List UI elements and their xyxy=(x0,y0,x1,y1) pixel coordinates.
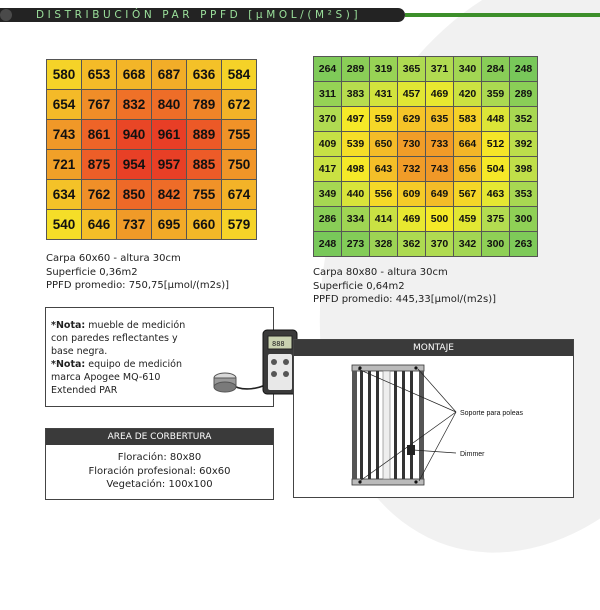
ppfd-cell: 556 xyxy=(370,182,398,207)
ppfd-cell: 609 xyxy=(398,182,426,207)
ppfd-cell: 284 xyxy=(482,57,510,82)
ppfd-cell: 359 xyxy=(482,82,510,107)
ppfd-cell: 448 xyxy=(482,107,510,132)
montaje-box xyxy=(293,339,574,498)
ppfd-cell: 743 xyxy=(47,120,82,150)
note-line-2: equipo de medición marca Apogee MQ-610 Extended PAR xyxy=(51,359,182,396)
ppfd-cell: 832 xyxy=(117,90,152,120)
ppfd-cell: 263 xyxy=(510,232,538,257)
header-bullet-icon xyxy=(0,9,12,21)
ppfd-cell: 664 xyxy=(454,132,482,157)
info-line: PPFD promedio: 445,33[µmol/(m2s)] xyxy=(313,294,497,305)
ppfd-cell: 567 xyxy=(454,182,482,207)
ppfd-cell: 264 xyxy=(314,57,342,82)
grid-row xyxy=(314,207,538,232)
ppfd-cell: 584 xyxy=(222,60,257,90)
ppfd-cell: 289 xyxy=(342,57,370,82)
ppfd-cell: 850 xyxy=(117,180,152,210)
grid-row xyxy=(47,120,257,150)
ppfd-cell: 300 xyxy=(482,232,510,257)
ppfd-cell: 540 xyxy=(47,210,82,240)
montaje-title: MONTAJE xyxy=(294,340,573,356)
header-bar xyxy=(0,8,405,22)
info-line: PPFD promedio: 750,75[µmol/(m2s)] xyxy=(46,280,230,291)
ppfd-cell: 431 xyxy=(370,82,398,107)
ppfd-cell: 362 xyxy=(398,232,426,257)
section-header xyxy=(0,8,600,22)
header-accent-line xyxy=(405,13,600,17)
ppfd-cell: 498 xyxy=(342,157,370,182)
grid-row xyxy=(314,157,538,182)
ppfd-cell: 370 xyxy=(426,232,454,257)
coverage-item: Vegetación: 100x100 xyxy=(106,479,213,490)
ppfd-cell: 737 xyxy=(117,210,152,240)
ppfd-cell: 889 xyxy=(187,120,222,150)
ppfd-cell: 420 xyxy=(454,82,482,107)
ppfd-cell: 353 xyxy=(510,182,538,207)
ppfd-cell: 539 xyxy=(342,132,370,157)
grid-row xyxy=(314,57,538,82)
ppfd-cell: 311 xyxy=(314,82,342,107)
grid-row xyxy=(47,60,257,90)
ppfd-cell: 721 xyxy=(47,150,82,180)
ppfd-cell: 583 xyxy=(454,107,482,132)
info-line: Carpa 80x80 - altura 30cm xyxy=(313,267,448,278)
ppfd-cell: 732 xyxy=(398,157,426,182)
ppfd-cell: 940 xyxy=(117,120,152,150)
grid-row xyxy=(47,210,257,240)
ppfd-cell: 755 xyxy=(222,120,257,150)
ppfd-cell: 375 xyxy=(482,207,510,232)
ppfd-cell: 650 xyxy=(370,132,398,157)
ppfd-cell: 328 xyxy=(370,232,398,257)
ppfd-grid-60x60 xyxy=(46,59,257,240)
ppfd-cell: 579 xyxy=(222,210,257,240)
label-dimmer: Dimmer xyxy=(460,451,485,458)
ppfd-grid-80x80 xyxy=(313,56,538,257)
grid-row xyxy=(314,132,538,157)
ppfd-cell: 635 xyxy=(426,107,454,132)
ppfd-cell: 417 xyxy=(314,157,342,182)
coverage-list xyxy=(46,451,273,492)
ppfd-cell: 646 xyxy=(82,210,117,240)
ppfd-cell: 512 xyxy=(482,132,510,157)
ppfd-cell: 861 xyxy=(82,120,117,150)
ppfd-cell: 469 xyxy=(426,82,454,107)
grid-row xyxy=(314,182,538,207)
coverage-box xyxy=(45,428,274,500)
ppfd-cell: 392 xyxy=(510,132,538,157)
ppfd-cell: 733 xyxy=(426,132,454,157)
ppfd-cell: 248 xyxy=(510,57,538,82)
ppfd-cell: 660 xyxy=(187,210,222,240)
ppfd-cell: 957 xyxy=(152,150,187,180)
note-line-1: mueble de medición con paredes reflectantes y base negra. xyxy=(51,320,186,357)
ppfd-cell: 371 xyxy=(426,57,454,82)
coverage-title: AREA DE CORBERTURA xyxy=(46,429,273,445)
ppfd-cell: 349 xyxy=(314,182,342,207)
ppfd-cell: 954 xyxy=(117,150,152,180)
info-line: Superficie 0,64m2 xyxy=(313,280,405,292)
ppfd-cell: 755 xyxy=(187,180,222,210)
ppfd-cell: 656 xyxy=(454,157,482,182)
ppfd-cell: 672 xyxy=(222,90,257,120)
ppfd-cell: 743 xyxy=(426,157,454,182)
ppfd-cell: 674 xyxy=(222,180,257,210)
ppfd-cell: 687 xyxy=(152,60,187,90)
ppfd-cell: 885 xyxy=(187,150,222,180)
note-label: *Nota: xyxy=(51,320,86,331)
ppfd-cell: 300 xyxy=(510,207,538,232)
ppfd-cell: 340 xyxy=(454,57,482,82)
info-60x60 xyxy=(46,252,229,293)
ppfd-cell: 273 xyxy=(342,232,370,257)
ppfd-cell: 730 xyxy=(398,132,426,157)
ppfd-cell: 352 xyxy=(510,107,538,132)
info-80x80 xyxy=(313,266,496,307)
ppfd-cell: 875 xyxy=(82,150,117,180)
ppfd-cell: 842 xyxy=(152,180,187,210)
label-pulley-support: Soporte para poleas xyxy=(460,410,524,417)
ppfd-cell: 634 xyxy=(47,180,82,210)
ppfd-cell: 961 xyxy=(152,120,187,150)
ppfd-cell: 789 xyxy=(187,90,222,120)
ppfd-cell: 459 xyxy=(454,207,482,232)
mounting-diagram xyxy=(294,357,573,495)
led-bar-fixture xyxy=(352,365,424,485)
note-text xyxy=(51,319,201,397)
ppfd-cell: 342 xyxy=(454,232,482,257)
ppfd-cell: 500 xyxy=(426,207,454,232)
grid-row xyxy=(47,180,257,210)
grid-row xyxy=(314,107,538,132)
note-label: *Nota: xyxy=(51,359,86,370)
note-box xyxy=(45,307,285,407)
ppfd-cell: 649 xyxy=(426,182,454,207)
ppfd-cell: 370 xyxy=(314,107,342,132)
ppfd-cell: 629 xyxy=(398,107,426,132)
ppfd-cell: 580 xyxy=(47,60,82,90)
coverage-item: Floración: 80x80 xyxy=(117,452,202,463)
ppfd-cell: 286 xyxy=(314,207,342,232)
ppfd-cell: 365 xyxy=(398,57,426,82)
info-line: Superficie 0,36m2 xyxy=(46,266,138,278)
ppfd-cell: 414 xyxy=(370,207,398,232)
grid-row xyxy=(47,150,257,180)
ppfd-cell: 559 xyxy=(370,107,398,132)
ppfd-cell: 334 xyxy=(342,207,370,232)
ppfd-cell: 457 xyxy=(398,82,426,107)
ppfd-cell: 383 xyxy=(342,82,370,107)
ppfd-cell: 750 xyxy=(222,150,257,180)
grid-row xyxy=(47,90,257,120)
svg-text:888: 888 xyxy=(272,340,285,348)
ppfd-cell: 654 xyxy=(47,90,82,120)
ppfd-cell: 653 xyxy=(82,60,117,90)
ppfd-cell: 248 xyxy=(314,232,342,257)
header-title: DISTRIBUCIÓN PAR PPFD [µMOL/(M²S)] xyxy=(36,9,362,21)
grid-row xyxy=(314,82,538,107)
ppfd-cell: 463 xyxy=(482,182,510,207)
ppfd-cell: 469 xyxy=(398,207,426,232)
coverage-item: Floración profesional: 60x60 xyxy=(88,465,231,477)
grid-row xyxy=(314,232,538,257)
ppfd-cell: 695 xyxy=(152,210,187,240)
ppfd-cell: 289 xyxy=(510,82,538,107)
ppfd-cell: 409 xyxy=(314,132,342,157)
ppfd-cell: 497 xyxy=(342,107,370,132)
ppfd-cell: 636 xyxy=(187,60,222,90)
ppfd-cell: 767 xyxy=(82,90,117,120)
ppfd-cell: 643 xyxy=(370,157,398,182)
ppfd-cell: 319 xyxy=(370,57,398,82)
ppfd-cell: 398 xyxy=(510,157,538,182)
info-line: Carpa 60x60 - altura 30cm xyxy=(46,253,181,264)
leader-lines xyxy=(358,369,456,481)
ppfd-cell: 762 xyxy=(82,180,117,210)
ppfd-cell: 840 xyxy=(152,90,187,120)
ppfd-cell: 668 xyxy=(117,60,152,90)
ppfd-cell: 440 xyxy=(342,182,370,207)
ppfd-cell: 504 xyxy=(482,157,510,182)
